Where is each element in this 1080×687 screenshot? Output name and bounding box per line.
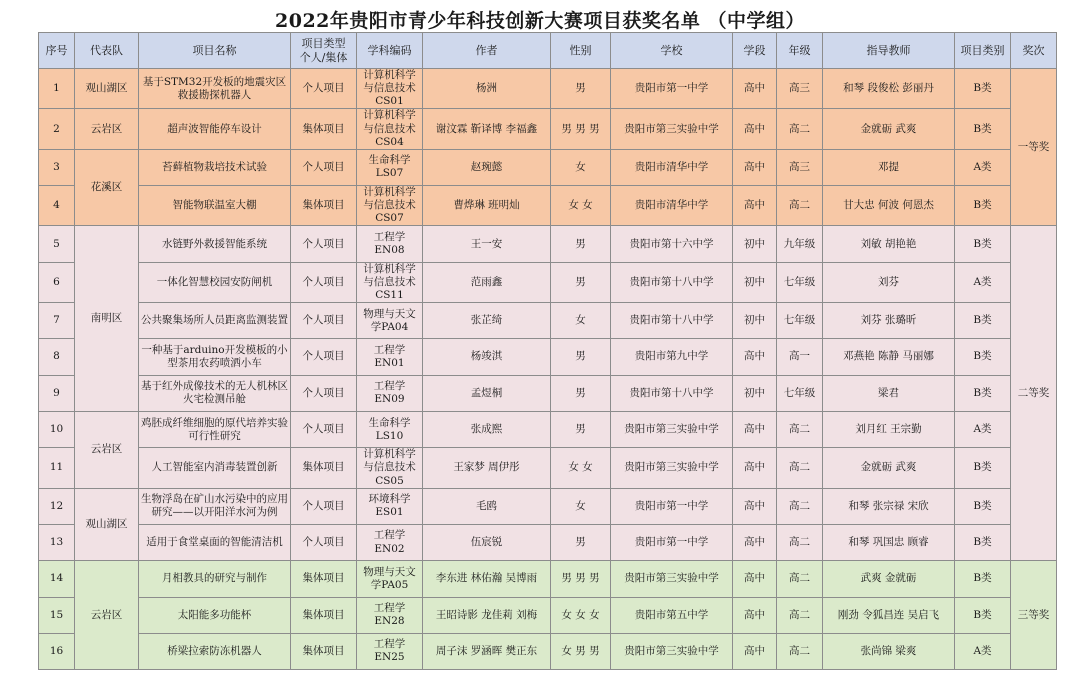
- cell-name: 基于STM32开发板的地震灾区救援勘探机器人: [139, 69, 291, 109]
- cell-name: 一体化智慧校园安防闸机: [139, 262, 291, 302]
- cell-category: B类: [955, 488, 1011, 524]
- cell-team: 观山湖区: [75, 488, 139, 561]
- cell-category: B类: [955, 561, 1011, 597]
- awards-table: [38, 32, 1057, 670]
- cell-no: 14: [39, 561, 75, 597]
- cell-category: B类: [955, 448, 1011, 488]
- header-category: 项目类别: [955, 33, 1011, 69]
- cell-no: 6: [39, 262, 75, 302]
- cell-stage: 高中: [733, 149, 777, 185]
- cell-stage: 高中: [733, 69, 777, 109]
- cell-authors: 孟煜桐: [423, 375, 551, 411]
- cell-school: 贵阳市第三实验中学: [611, 109, 733, 149]
- cell-name: 适用于食堂桌面的智能清洁机: [139, 524, 291, 560]
- cell-gender: 男: [551, 339, 611, 375]
- cell-school: 贵阳市第一中学: [611, 488, 733, 524]
- cell-category: A类: [955, 411, 1011, 447]
- cell-stage: 高中: [733, 186, 777, 226]
- table-row: [39, 109, 1057, 149]
- table-row: [39, 633, 1057, 669]
- cell-type: 集体项目: [291, 633, 357, 669]
- cell-grade: 高二: [777, 448, 823, 488]
- cell-grade: 高二: [777, 633, 823, 669]
- header-type-line1: 项目类型: [301, 36, 346, 50]
- cell-authors: 杨洲: [423, 69, 551, 109]
- header-grade: 年级: [777, 33, 823, 69]
- cell-code: 工程学EN08: [357, 226, 423, 262]
- cell-category: B类: [955, 597, 1011, 633]
- cell-name: 智能物联温室大棚: [139, 186, 291, 226]
- cell-stage: 高中: [733, 411, 777, 447]
- cell-code: 工程学EN09: [357, 375, 423, 411]
- cell-stage: 初中: [733, 262, 777, 302]
- cell-advisor: 刘月红 王宗勤: [823, 411, 955, 447]
- cell-gender: 女: [551, 149, 611, 185]
- cell-code: 物理与天文学PA05: [357, 561, 423, 597]
- cell-authors: 王家梦 周伊彤: [423, 448, 551, 488]
- cell-grade: 高二: [777, 561, 823, 597]
- cell-grade: 高三: [777, 149, 823, 185]
- cell-no: 15: [39, 597, 75, 633]
- cell-category: B类: [955, 109, 1011, 149]
- cell-name: 基于红外成像技术的无人机林区火宅检测吊舱: [139, 375, 291, 411]
- award-cell: 二等奖: [1011, 226, 1057, 561]
- cell-school: 贵阳市第十六中学: [611, 226, 733, 262]
- cell-no: 13: [39, 524, 75, 560]
- cell-type: 个人项目: [291, 488, 357, 524]
- cell-name: 超声波智能停车设计: [139, 109, 291, 149]
- cell-grade: 高二: [777, 109, 823, 149]
- cell-advisor: 张尚锦 梁爽: [823, 633, 955, 669]
- cell-code: 生命科学LS07: [357, 149, 423, 185]
- cell-school: 贵阳市第一中学: [611, 69, 733, 109]
- table-row: [39, 303, 1057, 339]
- cell-school: 贵阳市第五中学: [611, 597, 733, 633]
- table-row: [39, 149, 1057, 185]
- cell-grade: 七年级: [777, 262, 823, 302]
- header-stage: 学段: [733, 33, 777, 69]
- cell-no: 3: [39, 149, 75, 185]
- cell-type: 个人项目: [291, 524, 357, 560]
- header-no: 序号: [39, 33, 75, 69]
- cell-authors: 赵琬懿: [423, 149, 551, 185]
- cell-category: B类: [955, 226, 1011, 262]
- award-cell: 三等奖: [1011, 561, 1057, 670]
- cell-name: 苔藓植物栽培技术试验: [139, 149, 291, 185]
- cell-name: 公共聚集场所人员距离监测装置: [139, 303, 291, 339]
- cell-advisor: 邓燕艳 陈静 马丽娜: [823, 339, 955, 375]
- cell-advisor: 和琴 段俊松 彭丽丹: [823, 69, 955, 109]
- cell-grade: 高一: [777, 339, 823, 375]
- cell-authors: 杨竣淇: [423, 339, 551, 375]
- table-row: [39, 411, 1057, 447]
- cell-stage: 初中: [733, 303, 777, 339]
- cell-authors: 曹烨琳 班明灿: [423, 186, 551, 226]
- cell-school: 贵阳市第三实验中学: [611, 633, 733, 669]
- cell-advisor: 金就砺 武爽: [823, 109, 955, 149]
- cell-school: 贵阳市第十八中学: [611, 262, 733, 302]
- table-row: [39, 375, 1057, 411]
- cell-type: 个人项目: [291, 303, 357, 339]
- cell-gender: 女 女: [551, 448, 611, 488]
- table-row: [39, 226, 1057, 262]
- cell-school: 贵阳市清华中学: [611, 186, 733, 226]
- cell-stage: 高中: [733, 339, 777, 375]
- cell-school: 贵阳市第十八中学: [611, 375, 733, 411]
- cell-category: A类: [955, 633, 1011, 669]
- cell-gender: 女 男 男: [551, 633, 611, 669]
- cell-no: 4: [39, 186, 75, 226]
- cell-advisor: 梁君: [823, 375, 955, 411]
- cell-advisor: 甘大忠 何波 何恩杰: [823, 186, 955, 226]
- cell-school: 贵阳市清华中学: [611, 149, 733, 185]
- cell-code: 计算机科学与信息技术CS07: [357, 186, 423, 226]
- cell-code: 计算机科学与信息技术CS01: [357, 69, 423, 109]
- cell-type: 集体项目: [291, 597, 357, 633]
- cell-stage: 高中: [733, 488, 777, 524]
- cell-grade: 高二: [777, 597, 823, 633]
- cell-team: 云岩区: [75, 411, 139, 488]
- cell-category: B类: [955, 69, 1011, 109]
- cell-type: 集体项目: [291, 561, 357, 597]
- header-row: [39, 33, 1057, 69]
- cell-type: 个人项目: [291, 262, 357, 302]
- cell-stage: 高中: [733, 597, 777, 633]
- cell-gender: 男 男 男: [551, 109, 611, 149]
- cell-code: 工程学EN28: [357, 597, 423, 633]
- cell-advisor: 刘敏 胡艳艳: [823, 226, 955, 262]
- cell-no: 16: [39, 633, 75, 669]
- cell-authors: 张成熙: [423, 411, 551, 447]
- cell-grade: 九年级: [777, 226, 823, 262]
- cell-no: 10: [39, 411, 75, 447]
- cell-stage: 高中: [733, 448, 777, 488]
- cell-code: 工程学EN01: [357, 339, 423, 375]
- cell-stage: 初中: [733, 375, 777, 411]
- cell-category: B类: [955, 524, 1011, 560]
- cell-advisor: 邓提: [823, 149, 955, 185]
- cell-stage: 初中: [733, 226, 777, 262]
- header-school: 学校: [611, 33, 733, 69]
- cell-grade: 高二: [777, 488, 823, 524]
- table-body: [39, 69, 1057, 670]
- cell-school: 贵阳市第一中学: [611, 524, 733, 560]
- cell-grade: 高二: [777, 524, 823, 560]
- header-type: [291, 33, 357, 69]
- cell-gender: 男 男 男: [551, 561, 611, 597]
- cell-category: A类: [955, 149, 1011, 185]
- cell-type: 个人项目: [291, 339, 357, 375]
- cell-name: 水链野外救援智能系统: [139, 226, 291, 262]
- cell-authors: 张芷绮: [423, 303, 551, 339]
- table-row: [39, 448, 1057, 488]
- cell-gender: 男: [551, 69, 611, 109]
- cell-code: 计算机科学与信息技术CS04: [357, 109, 423, 149]
- header-advisor: 指导教师: [823, 33, 955, 69]
- cell-type: 集体项目: [291, 109, 357, 149]
- cell-name: 人工智能室内消毒装置创新: [139, 448, 291, 488]
- cell-advisor: 刘芬 张璐昕: [823, 303, 955, 339]
- cell-name: 生物浮岛在矿山水污染中的应用研究——以开阳洋水河为例: [139, 488, 291, 524]
- header-type-line2: 个人/集体: [299, 50, 348, 64]
- cell-grade: 七年级: [777, 375, 823, 411]
- cell-no: 8: [39, 339, 75, 375]
- cell-code: 物理与天文学PA04: [357, 303, 423, 339]
- cell-stage: 高中: [733, 109, 777, 149]
- cell-grade: 高三: [777, 69, 823, 109]
- cell-gender: 女 女: [551, 186, 611, 226]
- table-row: [39, 339, 1057, 375]
- cell-type: 集体项目: [291, 448, 357, 488]
- page-title: 2022年贵阳市青少年科技创新大赛项目获奖名单 （中学组）: [275, 10, 805, 32]
- cell-no: 1: [39, 69, 75, 109]
- table-row: [39, 262, 1057, 302]
- header-name: 项目名称: [139, 33, 291, 69]
- cell-type: 个人项目: [291, 69, 357, 109]
- cell-advisor: 刚劲 令狐昌连 吴启飞: [823, 597, 955, 633]
- cell-category: B类: [955, 303, 1011, 339]
- cell-grade: 高二: [777, 411, 823, 447]
- cell-code: 环境科学ES01: [357, 488, 423, 524]
- cell-authors: 毛鸥: [423, 488, 551, 524]
- cell-school: 贵阳市第三实验中学: [611, 448, 733, 488]
- cell-authors: 范雨鑫: [423, 262, 551, 302]
- table-row: [39, 488, 1057, 524]
- cell-team: 花溪区: [75, 149, 139, 226]
- cell-code: 计算机科学与信息技术CS11: [357, 262, 423, 302]
- cell-type: 集体项目: [291, 186, 357, 226]
- cell-grade: 七年级: [777, 303, 823, 339]
- cell-authors: 王昭诗影 龙佳莉 刘梅: [423, 597, 551, 633]
- cell-category: B类: [955, 186, 1011, 226]
- cell-advisor: 刘芬: [823, 262, 955, 302]
- cell-type: 个人项目: [291, 375, 357, 411]
- cell-gender: 男: [551, 226, 611, 262]
- header-award: 奖次: [1011, 33, 1057, 69]
- cell-school: 贵阳市第三实验中学: [611, 411, 733, 447]
- table-row: [39, 561, 1057, 597]
- cell-category: B类: [955, 339, 1011, 375]
- cell-no: 11: [39, 448, 75, 488]
- cell-authors: 王一安: [423, 226, 551, 262]
- cell-code: 工程学EN25: [357, 633, 423, 669]
- table-row: [39, 524, 1057, 560]
- cell-advisor: 和琴 巩国忠 顾睿: [823, 524, 955, 560]
- cell-no: 2: [39, 109, 75, 149]
- cell-code: 计算机科学与信息技术CS05: [357, 448, 423, 488]
- cell-advisor: 武爽 金就砺: [823, 561, 955, 597]
- cell-authors: 伍宸锐: [423, 524, 551, 560]
- cell-code: 工程学EN02: [357, 524, 423, 560]
- header-gender: 性别: [551, 33, 611, 69]
- cell-gender: 男: [551, 262, 611, 302]
- cell-no: 5: [39, 226, 75, 262]
- cell-school: 贵阳市第三实验中学: [611, 561, 733, 597]
- cell-name: 桥梁拉索防冻机器人: [139, 633, 291, 669]
- cell-name: 一种基于arduino开发模板的小型茶用农药喷洒小车: [139, 339, 291, 375]
- cell-gender: 女 女 女: [551, 597, 611, 633]
- table-row: [39, 597, 1057, 633]
- cell-gender: 女: [551, 303, 611, 339]
- cell-authors: 周子沫 罗涵晖 樊正东: [423, 633, 551, 669]
- header-authors: 作者: [423, 33, 551, 69]
- cell-gender: 男: [551, 375, 611, 411]
- cell-type: 个人项目: [291, 226, 357, 262]
- cell-grade: 高二: [777, 186, 823, 226]
- cell-team: 云岩区: [75, 561, 139, 670]
- cell-no: 9: [39, 375, 75, 411]
- cell-category: B类: [955, 375, 1011, 411]
- cell-advisor: 金就砺 武爽: [823, 448, 955, 488]
- cell-team: 南明区: [75, 226, 139, 412]
- cell-advisor: 和琴 张宗禄 宋欣: [823, 488, 955, 524]
- cell-name: 月相教具的研究与制作: [139, 561, 291, 597]
- cell-school: 贵阳市第九中学: [611, 339, 733, 375]
- cell-code: 生命科学LS10: [357, 411, 423, 447]
- cell-gender: 女: [551, 488, 611, 524]
- cell-team: 观山湖区: [75, 69, 139, 109]
- header-team: 代表队: [75, 33, 139, 69]
- header-code: 学科编码: [357, 33, 423, 69]
- table-row: [39, 186, 1057, 226]
- cell-type: 个人项目: [291, 149, 357, 185]
- cell-category: A类: [955, 262, 1011, 302]
- cell-name: 太阳能多功能杯: [139, 597, 291, 633]
- cell-stage: 高中: [733, 633, 777, 669]
- table-row: [39, 69, 1057, 109]
- cell-authors: 李东进 林佑瀚 吴博雨: [423, 561, 551, 597]
- cell-stage: 高中: [733, 561, 777, 597]
- cell-type: 个人项目: [291, 411, 357, 447]
- cell-authors: 谢汶霖 靳译博 李福鑫: [423, 109, 551, 149]
- award-cell: 一等奖: [1011, 69, 1057, 226]
- cell-name: 鸡胚成纤维细胞的原代培养实验可行性研究: [139, 411, 291, 447]
- cell-gender: 男: [551, 411, 611, 447]
- cell-gender: 男: [551, 524, 611, 560]
- cell-team: 云岩区: [75, 109, 139, 149]
- cell-stage: 高中: [733, 524, 777, 560]
- cell-no: 12: [39, 488, 75, 524]
- cell-school: 贵阳市第十八中学: [611, 303, 733, 339]
- cell-no: 7: [39, 303, 75, 339]
